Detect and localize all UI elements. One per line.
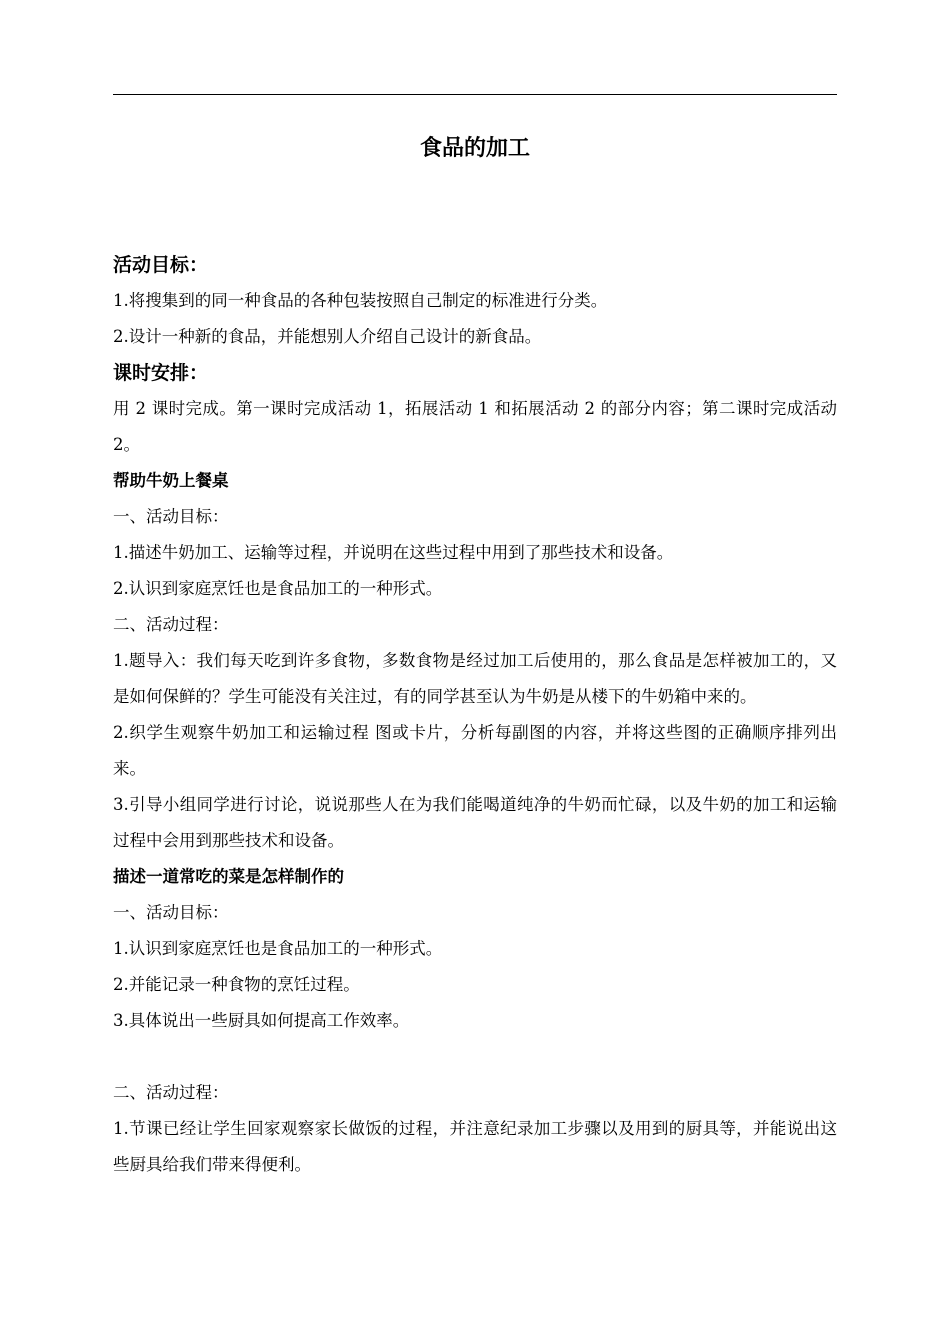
document-title: 食品的加工: [419, 136, 530, 161]
activity2-process-item: 1.节课已经让学生回家观察家长做饭的过程，并注意纪录加工步骤以及用到的厨具等，并能说出这些厨具给我们带来得便利。: [113, 1119, 837, 1174]
activity1-process-label: 二、活动过程：: [113, 615, 229, 634]
goal-item: 1.将搜集到的同一种食品的各种包装按照自己制定的标准进行分类。: [113, 291, 608, 310]
goal-item: 2.设计一种新的食品，并能想别人介绍自己设计的新食品。: [113, 327, 542, 346]
activity2-goals-label: 一、活动目标：: [113, 903, 229, 922]
activity1-goals-label: 一、活动目标：: [113, 507, 229, 526]
activity1-heading: 帮助牛奶上餐桌: [113, 471, 229, 490]
blank-line: [113, 1039, 837, 1075]
activity2-goal-item: 3.具体说出一些厨具如何提高工作效率。: [113, 1011, 410, 1030]
document-body: [113, 247, 837, 1183]
activity2-goal-item: 1.认识到家庭烹饪也是食品加工的一种形式。: [113, 939, 443, 958]
activity2-process-label: 二、活动过程：: [113, 1083, 229, 1102]
activity2-goal-item: 2.并能记录一种食物的烹饪过程。: [113, 975, 360, 994]
activity2-heading: 描述一道常吃的菜是怎样制作的: [113, 867, 344, 886]
goals-heading: 活动目标：: [113, 254, 209, 276]
schedule-text: 用 2 课时完成。第一课时完成活动 1，拓展活动 1 和拓展活动 2 的部分内容；第二课时完成活动 2。: [113, 399, 837, 454]
activity1-process-item: 3.引导小组同学进行讨论，说说那些人在为我们能喝道纯净的牛奶而忙碌，以及牛奶的加工和运输过程中会用到那些技术和设备。: [113, 795, 837, 850]
schedule-heading: 课时安排：: [113, 362, 209, 384]
activity1-goal-item: 1.描述牛奶加工、运输等过程，并说明在这些过程中用到了那些技术和设备。: [113, 543, 674, 562]
activity1-goal-item: 2.认识到家庭烹饪也是食品加工的一种形式。: [113, 579, 443, 598]
activity1-process-item: 2.织学生观察牛奶加工和运输过程 图或卡片，分析每副图的内容，并将这些图的正确顺序排列出来。: [113, 723, 837, 778]
header-rule: [113, 94, 837, 95]
activity1-process-item: 1.题导入：我们每天吃到许多食物，多数食物是经过加工后使用的，那么食品是怎样被加工的，又是如何保鲜的？学生可能没有关注过，有的同学甚至认为牛奶是从楼下的牛奶箱中来的。: [113, 651, 837, 706]
